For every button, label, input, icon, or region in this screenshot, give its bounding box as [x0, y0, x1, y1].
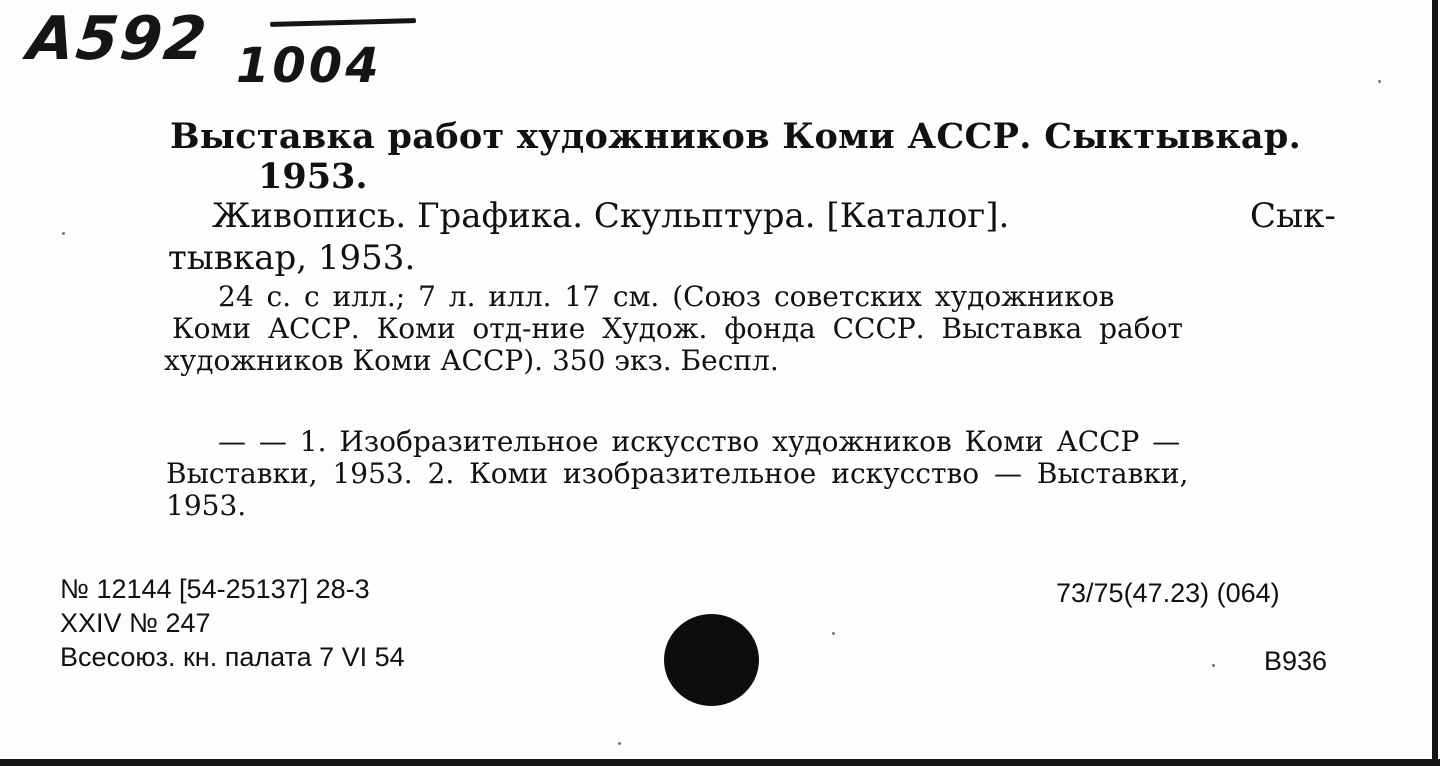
footer-left-line-1: № 12144 [54-25137] 28-3 [60, 574, 370, 604]
speck-mark [832, 632, 835, 635]
speck-mark [1212, 664, 1215, 667]
speck-mark [618, 742, 621, 745]
handwritten-number: 1004 [236, 38, 382, 94]
entry-subject-line-2: Выставки, 1953. 2. Коми изобразительное искусство — Выставки, [166, 457, 1189, 490]
footer-right-line-2: В936 [1264, 646, 1328, 676]
entry-heading-line-1: Выставка работ художников Коми АССР. Сыктывкар. [170, 116, 1302, 157]
entry-subject-line-1: — — 1. Изобразительное искусство художников Коми АССР — [218, 425, 1181, 458]
handwritten-underline [270, 18, 416, 27]
footer-left-line-2: XXIV № 247 [60, 608, 211, 638]
card-right-edge [1432, 0, 1438, 766]
entry-description-line-3: художников Коми АССР). 350 экз. Беспл. [164, 344, 779, 377]
entry-title-line-1: Живопись. Графика. Скульптура. [Каталог]. [212, 196, 1010, 236]
entry-title-hyphen-part: Сык- [1250, 196, 1336, 236]
speck-mark [62, 232, 65, 235]
card-bottom-edge [0, 759, 1440, 766]
punch-hole [664, 614, 759, 706]
handwritten-shelfmark: А592 [24, 4, 212, 74]
entry-description-line-1: 24 с. с илл.; 7 л. илл. 17 см. (Союз советских художников [218, 280, 1115, 313]
footer-right-line-1: 73/75(47.23) (064) [1056, 578, 1280, 608]
speck-mark [1378, 80, 1381, 83]
entry-title-line-2: тывкар, 1953. [168, 238, 416, 278]
entry-subject-line-3: 1953. [166, 489, 247, 522]
entry-description-line-2: Коми АССР. Коми отд-ние Худож. фонда СССР. Выставка работ [172, 312, 1183, 345]
entry-heading-line-2: 1953. [258, 156, 368, 197]
footer-left-line-3: Всесоюз. кн. палата 7 VI 54 [60, 642, 405, 672]
